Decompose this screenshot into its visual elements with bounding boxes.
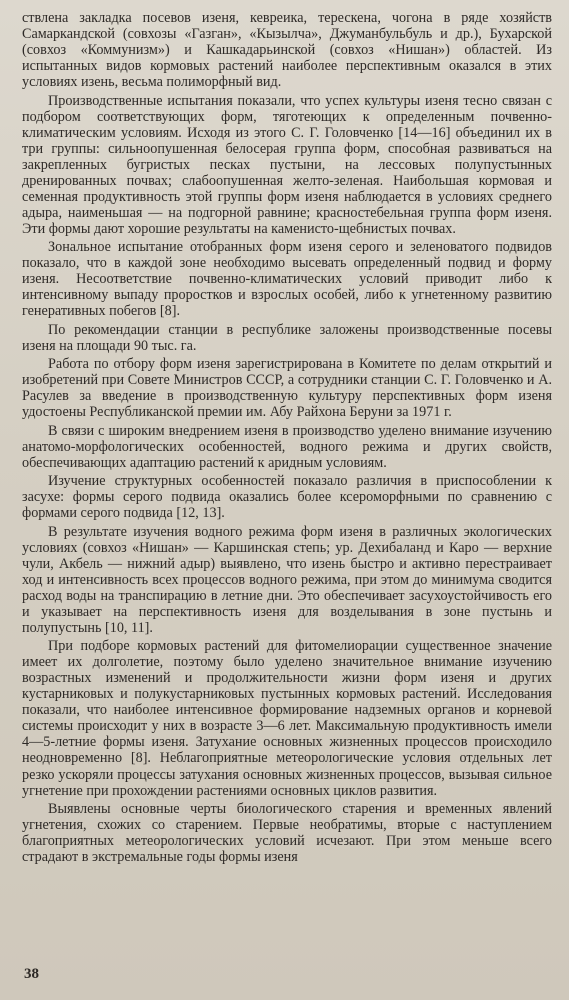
paragraph: Производственные испытания показали, что успех культуры изеня тесно связан с подбором соответствующих форм, тяготеющих к определенным почвенно-климатическим условиям. Исходя из этого С. Г. Головченко [14—16] объединил их в три группы: сильноопушенная белосерая группа форм, способная развиваться на закрепленных бугристых песках пустыни, на лессовых полупустынных дренированных почвах; слабоопушенная желто-зеленая. Наибольшая кормовая и семенная продуктивность этой группы форм изеня наблюдается в условиях среднего адыра, наименьшая — на подгорной равнине; красностебельная группа форм изеня. Эти формы дают хорошие результаты на каменисто-щебнистых почвах. <box>22 92 552 237</box>
page-number: 38 <box>24 966 39 982</box>
paragraph: По рекомендации станции в республике заложены производственные посевы изеня на площади 90 тыс. га. <box>22 321 552 354</box>
paragraph: Выявлены основные черты биологического старения и временных явлений угнетения, схожих со старением. Первые необратимы, вторые с наступлением благоприятных метеорологических условий исчезают. При этом меньше всего страдают в экстремальные годы формы изеня <box>22 800 552 866</box>
paragraph: В связи с широким внедрением изеня в производство уделено внимание изучению анатомо-морфологических особенностей, водного режима и других свойств, обеспечивающих адаптацию растений к аридным условиям. <box>22 422 552 471</box>
paragraph: Изучение структурных особенностей показало различия в приспособлении к засухе: формы серого подвида оказались более ксероморфными по сравнению с формами серого подвида [12, 13]. <box>22 473 552 522</box>
paragraph: ствлена закладка посевов изеня, кевреика, терескена, чогона в ряде хозяйств Самаркандской (совхозы «Газган», «Кызылча», Джуманбульбуль и др.), Бухарской (совхоз «Коммунизм») и Кашкадарьинской (совхоз «Нишан») областей. Из испытанных видов кормовых растений наиболее перспективным оказался в этих условиях изень, весьма полиморфный вид. <box>22 10 552 91</box>
paragraph: В результате изучения водного режима форм изеня в различных экологических условиях (совхоз «Нишан» — Каршинская степь; ур. Дехибаланд и Каро — верхние чули, Акбель — нижний адыр) выявлено, что изень быстро и активно перестраивает ход и интенсивность всех процессов водного режима, при этом до минимума сводится расход воды на транспирацию в летние дни. Это обеспечивает засухоустойчивость его и указывает на перспективность изеня для возделывания в зоне пустынь и полупустынь [10, 11]. <box>22 523 552 636</box>
paragraph: Работа по отбору форм изеня зарегистрирована в Комитете по делам открытий и изобретений при Совете Министров СССР, а сотрудники станции С. Г. Головченко и А. Расулев за введение в производственную культуру перспективных форм изеня удостоены Республиканской премии им. Абу Райхона Беруни за 1971 г. <box>22 356 552 421</box>
paragraph: Зональное испытание отобранных форм изеня серого и зеленоватого подвидов показало, что в каждой зоне необходимо высевать определенный подвид и форму изеня. Несоответствие почвенно-климатических условий приводит либо к интенсивному выпаду проростков и взрослых особей, либо к угнетенному развитию генеративных побегов [8]. <box>22 239 552 320</box>
paragraph: При подборе кормовых растений для фитомелиорации существенное значение имеет их долголетие, поэтому было уделено значительное внимание изучению возрастных изменений и продолжительности жизни форм изеня и других кустарниковых и полукустарниковых пустынных кормовых растений. Исследования показали, что наиболее интенсивное формирование надземных органов и корневой системы происходит у них в возрасте 3—6 лет. Максимальную продуктивность имели 4—5-летние формы изеня. Затухание основных жизненных процессов происходило неодновременно [8]. Неблагоприятные метеорологические условия отдельных лет резко ускоряли процессы затухания основных жизненных процессов, вызывая сильное угнетение при прохождении растениями основных циклов развития. <box>22 638 552 799</box>
